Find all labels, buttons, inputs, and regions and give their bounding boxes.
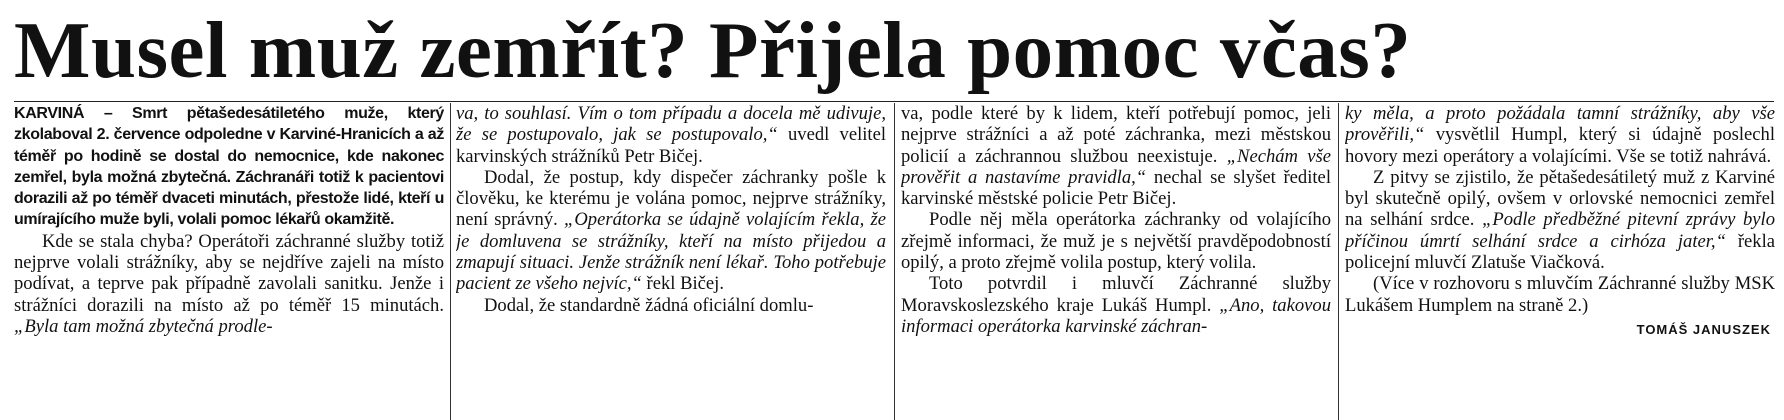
body-text: va, podle které by k lidem, kteří potřebují pomoc, jeli nejprve strážníci a až poté záchranka, mezi městskou policií a záchrannou službou neexistuje. bbox=[901, 103, 1331, 167]
quote-text: „Nechám vše prověřit a nastavíme pravidla,“ bbox=[901, 145, 1331, 188]
body-text: řekla policejní mluvčí Zlatuše Viačková. bbox=[1345, 230, 1775, 274]
column-divider bbox=[894, 103, 895, 420]
quote-text: va, to souhlasí. Vím o tom případu a docela mě udivuje, že se postupovalo, jak se postupovalo,“ bbox=[456, 103, 886, 146]
article-column-3 bbox=[901, 103, 1331, 420]
body-text: Dodal, že postup, kdy dispečer záchranky pošle k člověku, ke kterému je volána pomoc, nejprve strážníky, není správný. bbox=[456, 166, 886, 231]
column-divider bbox=[450, 103, 451, 420]
body-paragraph: Dodal, že standardně žádná oficiální domlu- bbox=[484, 294, 814, 316]
column-divider bbox=[1338, 103, 1339, 420]
body-text: řekl Bičej. bbox=[641, 273, 724, 295]
body-paragraph bbox=[1345, 103, 1775, 167]
body-text: Toto potvrdil i mluvčí Záchranné služby Moravskoslezského kraje Lukáš Humpl. bbox=[901, 273, 1331, 316]
lead-paragraph: KARVINÁ – Smrt pětašedesátiletého muže, který zkolaboval 2. července odpoledne v Karviné-Hranicích a až téměř po hodině se dostal do nemocnice, kde nakonec zemřel, byla možná zbytečná. Záchranáři totiž k pacientovi dorazili až po téměř dvaceti minutách, přestože lidé, kteří u umírajícího muže byli, volali pomoc lékařů okamžitě. bbox=[14, 105, 444, 229]
headline: Musel muž zemřít? Přijela pomoc včas? bbox=[14, 5, 1412, 95]
article-column-2 bbox=[456, 103, 886, 420]
body-paragraph bbox=[901, 103, 1331, 209]
quote-text: „Operátorka se údajně volajícím řekla, že je domluvena se strážníky, kteří na místo přijedou a zmapují situaci. Jenže strážník není lékař. Toho potřebuje pacient ze všeho nejvíc,“ bbox=[456, 209, 886, 295]
article-column-1 bbox=[14, 103, 444, 420]
headline-rule bbox=[14, 101, 1774, 102]
article-column-4 bbox=[1345, 103, 1775, 420]
body-paragraph: (Více v rozhovoru s mluvčím Záchranné služby MSK Lukášem Humplem na straně 2.) bbox=[1345, 273, 1775, 316]
body-paragraph bbox=[1345, 167, 1775, 273]
body-paragraph bbox=[14, 231, 444, 337]
body-text: nechal se slyšet ředitel karvinské městské policie Petr Bičej. bbox=[901, 166, 1331, 210]
body-paragraph bbox=[456, 167, 886, 295]
body-paragraph bbox=[901, 273, 1331, 337]
body-text: Kde se stala chyba? Operátoři záchranné služby totiž nejprve volali strážníky, aby se nejdříve zajeli na místo podívat, a teprve pak případně zavolali sanitku. Jenže i strážníci dorazili na místo až po téměř 15 minutách. bbox=[14, 230, 444, 316]
body-text: Z pitvy se zjistilo, že pětašedesátiletý muž z Karviné byl skutečně opilý, ovšem v orlovské nemocnici zemřel na selhání srdce. bbox=[1345, 166, 1775, 231]
body-text: uvedl velitel karvinských strážníků Petr Bičej. bbox=[456, 124, 886, 167]
quote-text: ky měla, a proto požádala tamní strážníky, aby vše prověřili,“ bbox=[1345, 103, 1775, 146]
quote-text: „Ano, takovou informaci operátorka karvinské záchran- bbox=[901, 294, 1331, 337]
body-paragraph: Podle něj měla operátorka záchranky od volajícího zřejmě informaci, že muž je s největší pravděpodobností opilý, a proto zřejmě volila postup, který volila. bbox=[901, 209, 1331, 274]
quote-text: „Byla tam možná zbytečná prodle- bbox=[14, 315, 273, 337]
author-byline: TOMÁŠ JANUSZEK bbox=[1636, 321, 1771, 337]
body-paragraph bbox=[456, 103, 886, 167]
body-text: vysvětlil Humpl, který si údajně poslechl hovory mezi operátory a volajícími. Vše se totiž nahrává. bbox=[1345, 124, 1775, 167]
quote-text: „Podle předběžné pitevní zprávy bylo příčinou úmrtí selhání srdce a cirhóza jater,“ bbox=[1345, 209, 1775, 252]
